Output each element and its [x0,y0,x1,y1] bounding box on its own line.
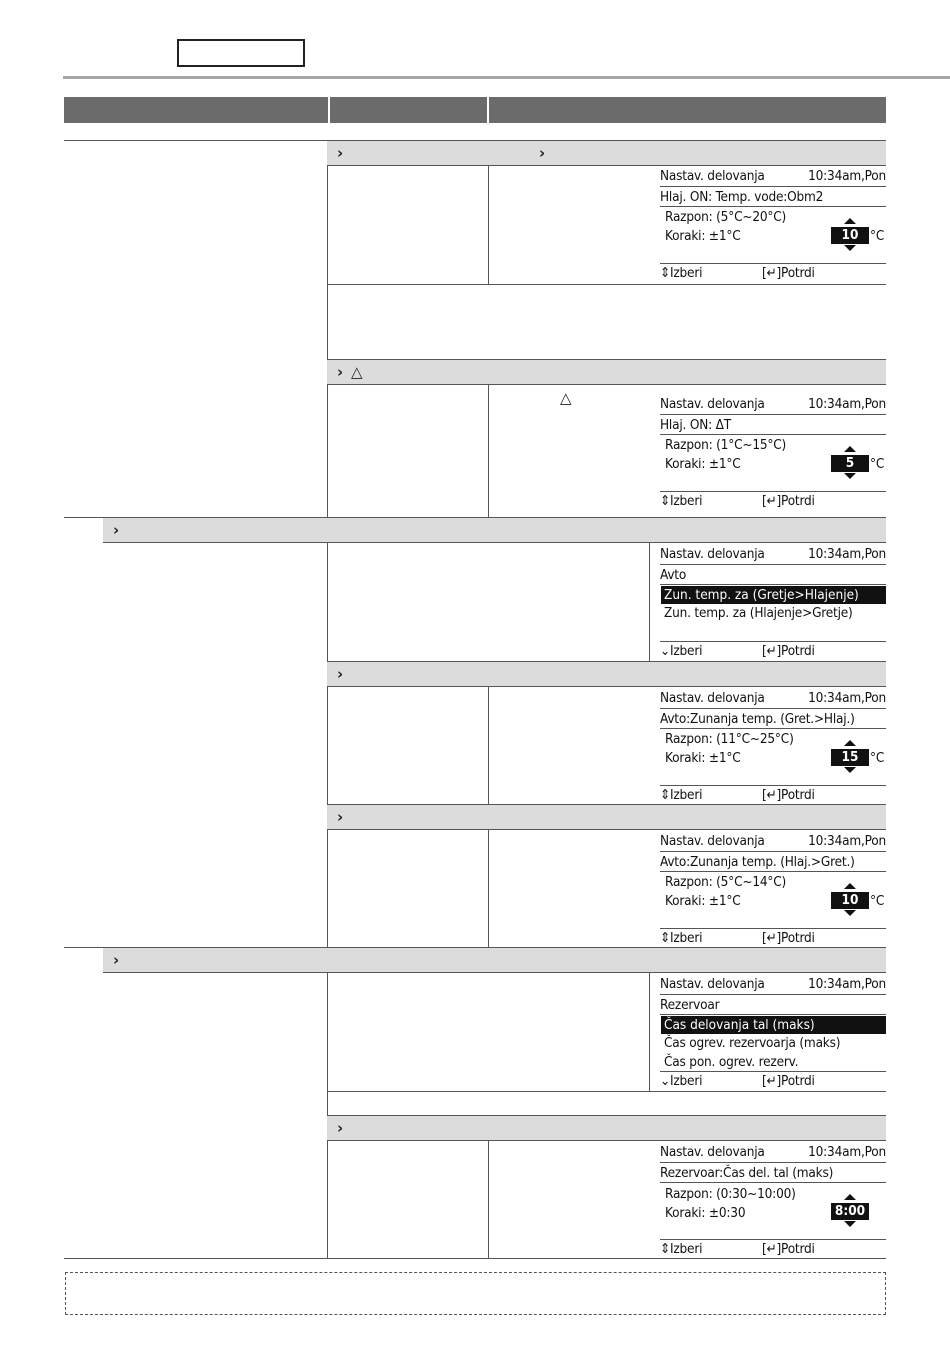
lcd-time: 10:34am,Pon [808,976,886,992]
top-rule [63,76,950,79]
lcd-range: Razpon: (11°C~25°C) [665,731,794,747]
arrow-down-icon [844,245,856,251]
chevron-right-icon: › [337,665,344,683]
lcd-step: Koraki: ±1°C [665,893,741,909]
row-divider [64,1258,886,1259]
lcd-footer-confirm: [↵]Potrdi [762,643,815,659]
lcd-subtitle: Avto:Zunanja temp. (Gret.>Hlaj.) [660,711,855,727]
menu-path-band [103,517,886,543]
lcd-footer-confirm: [↵]Potrdi [762,1241,815,1257]
lcd-title: Nastav. delovanja [660,976,765,992]
lcd-unit: °C [870,750,885,766]
delta-triangle-icon: △ [351,363,363,381]
lcd-title: Nastav. delovanja [660,168,765,184]
lcd-screen [660,544,886,661]
lcd-step: Koraki: ±0:30 [665,1205,746,1221]
lcd-footer-select: ⇕Izberi [660,493,703,509]
lcd-step: Koraki: ±1°C [665,228,741,244]
lcd-footer-select: ⌄Izberi [660,643,703,659]
lcd-menu-item[interactable]: Čas pon. ogrev. rezerv. [664,1054,799,1070]
lcd-value: 10 [831,892,869,909]
lcd-value: 5 [831,455,869,472]
arrow-up-icon [844,446,856,452]
lcd-range: Razpon: (5°C~14°C) [665,874,787,890]
col-divider [327,543,328,947]
chevron-right-icon: › [539,144,546,162]
chevron-right-icon: › [337,144,344,162]
lcd-range: Razpon: (5°C~20°C) [665,209,787,225]
lcd-time: 10:34am,Pon [808,396,886,412]
col-divider [488,1141,489,1259]
col-divider [488,830,489,947]
lcd-step: Koraki: ±1°C [665,456,741,472]
lcd-subtitle: Hlaj. ON: Temp. vode:Obm2 [660,189,824,205]
lcd-subtitle: Avto:Zunanja temp. (Hlaj.>Gret.) [660,854,855,870]
col-divider [649,543,650,661]
lcd-footer-select: ⇕Izberi [660,1241,703,1257]
table-header-col1 [64,97,328,123]
col-divider [488,687,489,804]
lcd-range: Razpon: (1°C~15°C) [665,437,787,453]
lcd-menu-item[interactable]: Zun. temp. za (Hlajenje>Gretje) [664,605,853,621]
lcd-screen [660,1142,886,1258]
col-divider [488,385,489,517]
col-divider [649,973,650,1091]
menu-path-band [327,359,886,385]
menu-path-band [327,1115,886,1141]
chevron-right-icon: › [337,1119,344,1137]
lcd-screen [660,831,886,947]
chevron-right-icon: › [337,363,344,381]
lcd-time: 10:34am,Pon [808,546,886,562]
lcd-screen [660,394,886,512]
arrow-down-icon [844,910,856,916]
chevron-right-icon: › [337,808,344,826]
col-divider [327,140,328,517]
lcd-unit: °C [870,456,885,472]
chevron-right-icon: › [113,951,120,969]
lcd-subtitle: Hlaj. ON: ΔT [660,417,731,433]
lcd-unit: °C [870,228,885,244]
arrow-down-icon [844,767,856,773]
lcd-time: 10:34am,Pon [808,168,886,184]
lcd-unit: °C [870,893,885,909]
col-divider [488,166,489,284]
arrow-up-icon [844,218,856,224]
table-header-col3 [489,97,886,123]
menu-path-band [327,661,886,687]
menu-path-band [327,140,886,166]
arrow-down-icon [844,473,856,479]
lcd-title: Nastav. delovanja [660,833,765,849]
lcd-title: Nastav. delovanja [660,396,765,412]
arrow-up-icon [844,883,856,889]
lcd-time: 10:34am,Pon [808,833,886,849]
lcd-subtitle: Rezervoar [660,997,720,1013]
lcd-title: Nastav. delovanja [660,690,765,706]
note-box [65,1272,886,1315]
arrow-down-icon [844,1221,856,1227]
lcd-range: Razpon: (0:30~10:00) [665,1186,796,1202]
page-tag-box [177,39,305,67]
lcd-time: 10:34am,Pon [808,690,886,706]
table-header-col2 [330,97,487,123]
lcd-footer-confirm: [↵]Potrdi [762,1073,815,1089]
lcd-footer-confirm: [↵]Potrdi [762,265,815,281]
row-divider [327,284,886,285]
lcd-subtitle: Avto [660,567,687,583]
lcd-footer-confirm: [↵]Potrdi [762,787,815,803]
lcd-menu-item[interactable]: Čas ogrev. rezervoarja (maks) [664,1035,841,1051]
lcd-menu-item-selected[interactable]: Zun. temp. za (Gretje>Hlajenje) [661,586,886,604]
delta-triangle-icon: △ [560,389,572,407]
row-divider [327,1091,886,1092]
lcd-footer-confirm: [↵]Potrdi [762,493,815,509]
lcd-menu-item-selected[interactable]: Čas delovanja tal (maks) [661,1016,886,1034]
menu-path-band [327,804,886,830]
menu-path-band [103,947,886,973]
arrow-up-icon [844,740,856,746]
lcd-time: 10:34am,Pon [808,1144,886,1160]
lcd-value: 8:00 [831,1203,869,1220]
lcd-footer-select: ⇕Izberi [660,787,703,803]
lcd-step: Koraki: ±1°C [665,750,741,766]
lcd-value: 15 [831,749,869,766]
lcd-screen [660,974,886,1091]
lcd-footer-confirm: [↵]Potrdi [762,930,815,946]
lcd-screen [660,166,886,284]
lcd-footer-select: ⇕Izberi [660,265,703,281]
arrow-up-icon [844,1194,856,1200]
lcd-title: Nastav. delovanja [660,1144,765,1160]
lcd-footer-select: ⌄Izberi [660,1073,703,1089]
lcd-title: Nastav. delovanja [660,546,765,562]
lcd-subtitle: Rezervoar:Čas del. tal (maks) [660,1165,834,1181]
chevron-right-icon: › [113,521,120,539]
lcd-footer-select: ⇕Izberi [660,930,703,946]
lcd-value: 10 [831,227,869,244]
lcd-screen [660,688,886,804]
